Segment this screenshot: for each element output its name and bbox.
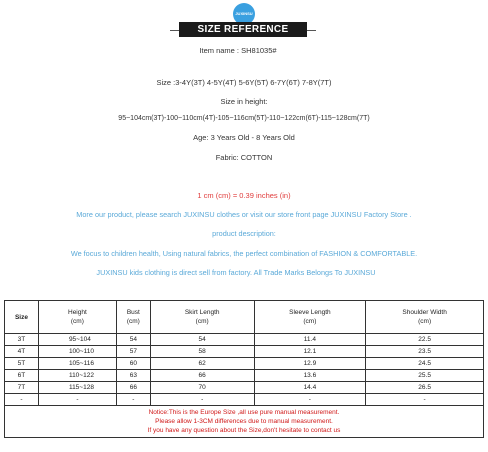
cell-bust: 60 (116, 358, 150, 370)
cell-skirt-length: 62 (150, 358, 254, 370)
size-line: Size :3-4Y(3T) 4-5Y(4T) 5-6Y(5T) 6-7Y(6T) 7-8Y(7T) (156, 78, 332, 87)
brand-logo: JUXINSU (233, 3, 255, 25)
table-row (5, 394, 484, 406)
cell-shoulder-width: - (366, 394, 484, 406)
item-name: Item name : SH81035# (199, 46, 277, 55)
header-skirt-length: Skirt Length (cm) (150, 301, 254, 334)
notice-line-3: If you have any question about the Size,don't hesitate to contact us (147, 427, 341, 434)
cell-bust: 57 (116, 346, 150, 358)
table-row (5, 334, 484, 346)
unit-conversion: 1 cm (cm) = 0.39 inches (in) (197, 191, 291, 200)
product-description-heading: product description: (212, 229, 276, 238)
cell-shoulder-width: 22.5 (366, 334, 484, 346)
cell-sleeve-length: 13.6 (254, 370, 366, 382)
cell-sleeve-length: 12.9 (254, 358, 366, 370)
cell-bust: 63 (116, 370, 150, 382)
cell-height: 115~128 (38, 382, 116, 394)
header-bust: Bust (cm) (116, 301, 150, 334)
cell-skirt-length: 70 (150, 382, 254, 394)
cell-height: - (38, 394, 116, 406)
size-table-header (5, 301, 484, 334)
table-row (5, 370, 484, 382)
table-row (5, 358, 484, 370)
cell-size: - (5, 394, 39, 406)
age-range: Age: 3 Years Old - 8 Years Old (193, 133, 295, 142)
header-height: Height (cm) (38, 301, 116, 334)
cell-sleeve-length: 12.1 (254, 346, 366, 358)
cell-size: 5T (5, 358, 39, 370)
measurement-notice (5, 406, 484, 438)
more-products-link[interactable]: More our product, please search JUXINSU clothes or visit our store front page JUXINSU Factory Store . (76, 210, 412, 219)
cell-skirt-length: - (150, 394, 254, 406)
cell-shoulder-width: 24.5 (366, 358, 484, 370)
cell-height: 100~110 (38, 346, 116, 358)
banner-rule-right (306, 30, 316, 31)
cell-sleeve-length: 11.4 (254, 334, 366, 346)
header-size: Size (5, 301, 39, 334)
cell-shoulder-width: 25.5 (366, 370, 484, 382)
table-row (5, 346, 484, 358)
cell-bust: - (116, 394, 150, 406)
height-label: Size in height: (220, 97, 268, 106)
size-reference-banner: SIZE REFERENCE (179, 22, 307, 37)
header-sleeve-length: Sleeve Length (cm) (254, 301, 366, 334)
height-values: 95~104cm(3T)-100~110cm(4T)-105~116cm(5T)-110~122cm(6T)-115~128cm(7T) (118, 115, 370, 122)
cell-sleeve-length: - (254, 394, 366, 406)
size-table (4, 300, 484, 438)
cell-size: 6T (5, 370, 39, 382)
cell-sleeve-length: 14.4 (254, 382, 366, 394)
cell-skirt-length: 66 (150, 370, 254, 382)
cell-height: 110~122 (38, 370, 116, 382)
table-row (5, 382, 484, 394)
cell-shoulder-width: 23.5 (366, 346, 484, 358)
header-shoulder-width: Shoulder Width (cm) (366, 301, 484, 334)
cell-bust: 66 (116, 382, 150, 394)
notice-line-1: Notice:This is the Europe Size ,all use pure manual measurement. (148, 409, 340, 416)
cell-skirt-length: 54 (150, 334, 254, 346)
cell-height: 95~104 (38, 334, 116, 346)
cell-height: 105~116 (38, 358, 116, 370)
cell-size: 4T (5, 346, 39, 358)
focus-statement: We focus to children health, Using natural fabrics, the perfect combination of FASHION & COMFORTABLE. (70, 249, 418, 258)
fabric: Fabric: COTTON (215, 153, 273, 162)
direct-sell-statement: JUXINSU kids clothing is direct sell from factory. All Trade Marks Belongs To JUXINSU (96, 268, 376, 277)
notice-row (5, 406, 484, 438)
cell-size: 7T (5, 382, 39, 394)
notice-line-2: Please allow 1-3CM differences due to manual measurement. (155, 418, 333, 425)
cell-size: 3T (5, 334, 39, 346)
cell-shoulder-width: 26.5 (366, 382, 484, 394)
cell-skirt-length: 58 (150, 346, 254, 358)
cell-bust: 54 (116, 334, 150, 346)
